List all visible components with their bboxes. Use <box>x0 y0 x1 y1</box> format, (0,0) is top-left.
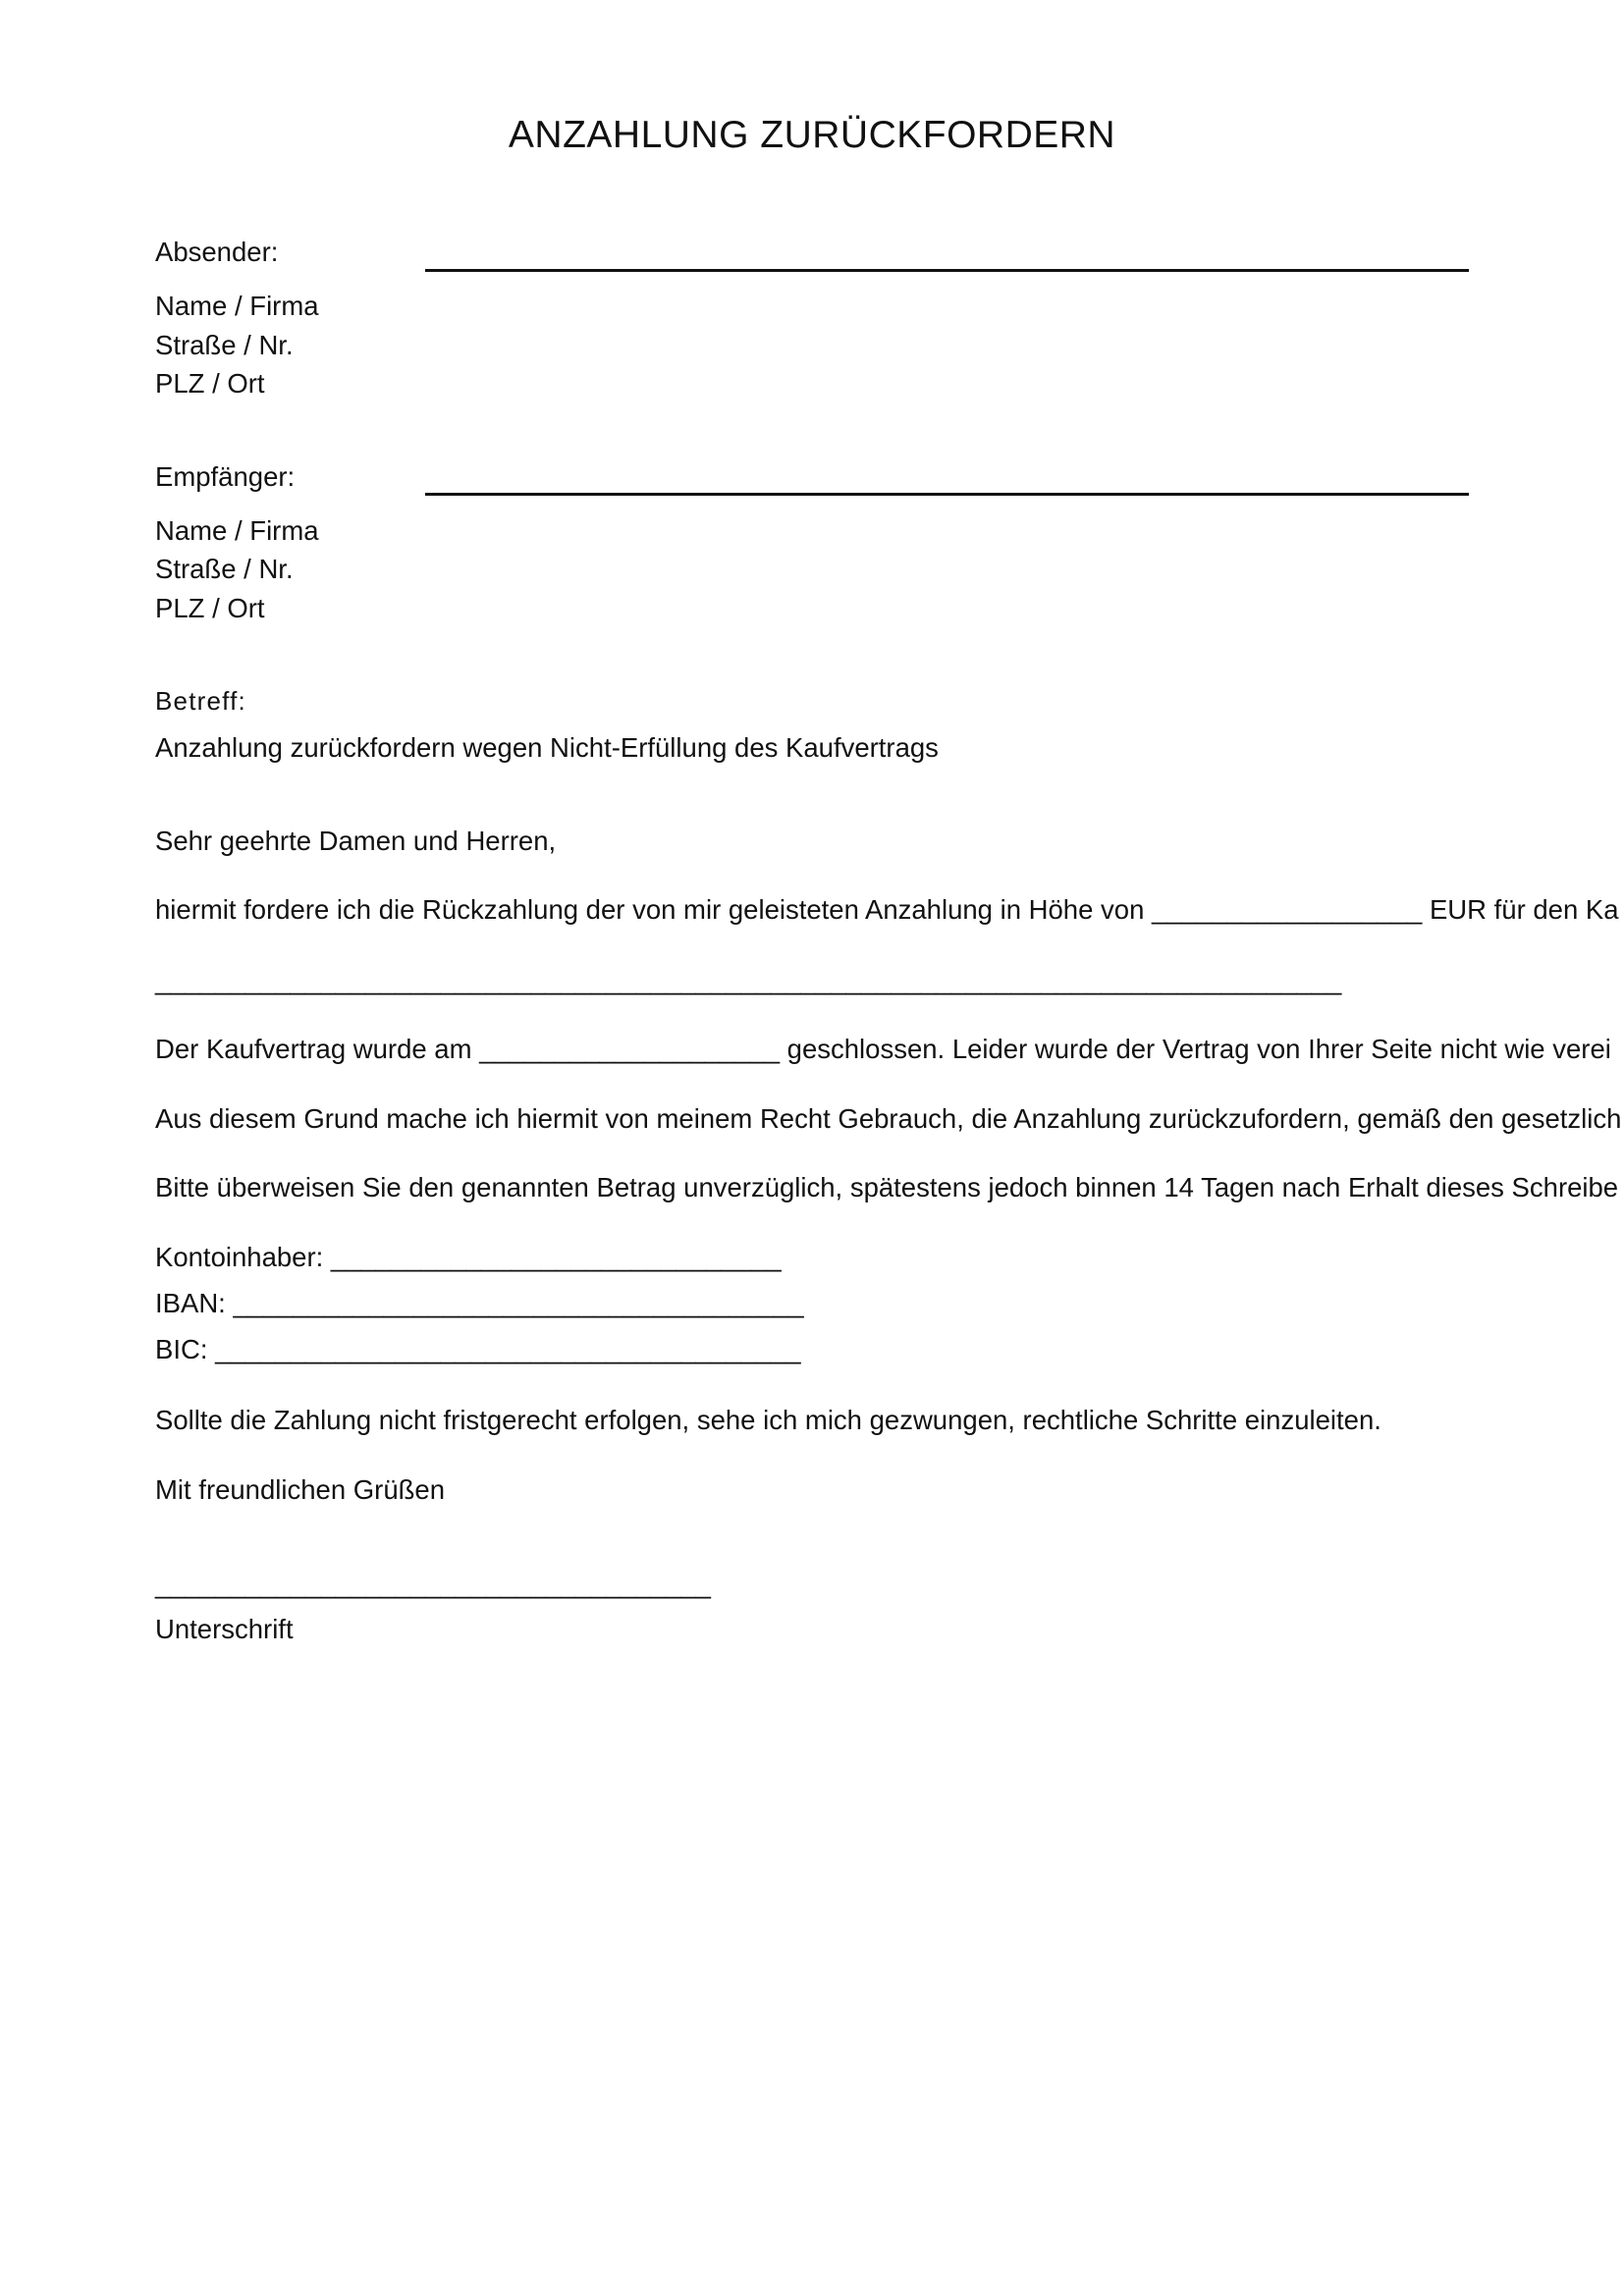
recipient-name-label: Name / Firma <box>155 515 319 546</box>
blank-fill-line: _______________________________________________________________________________ <box>155 965 1342 995</box>
paragraph-payment-deadline: Bitte überweisen Sie den genannten Betrag unverzüglich, spätestens jedoch binnen 14 Tagen nach Erhalt dieses Schreibe <box>155 1172 1619 1202</box>
sender-city-label: PLZ / Ort <box>155 368 265 399</box>
signature-line: _____________________________________ <box>155 1569 711 1599</box>
sender-street-label: Straße / Nr. <box>155 330 294 360</box>
recipient-input-line[interactable] <box>425 493 1469 496</box>
account-holder-field: Kontoinhaber: ______________________________ <box>155 1242 782 1272</box>
paragraph-payment-request: hiermit fordere ich die Rückzahlung der von mir geleisteten Anzahlung in Höhe von __________________ EUR für den Ka <box>155 894 1619 925</box>
recipient-label: Empfänger: <box>155 461 296 492</box>
recipient-street-label: Straße / Nr. <box>155 554 294 584</box>
bic-field: BIC: _______________________________________ <box>155 1334 801 1364</box>
subject-label: Betreff: <box>155 686 246 716</box>
subject-text: Anzahlung zurückfordern wegen Nicht-Erfüllung des Kaufvertrags <box>155 732 939 763</box>
sender-name-label: Name / Firma <box>155 291 319 321</box>
salutation: Sehr geehrte Damen und Herren, <box>155 826 557 856</box>
paragraph-contract-date: Der Kaufvertrag wurde am ____________________ geschlossen. Leider wurde der Vertrag von Ihrer Seite nicht wie verei <box>155 1034 1611 1064</box>
recipient-city-label: PLZ / Ort <box>155 593 265 623</box>
signature-label: Unterschrift <box>155 1614 294 1644</box>
sender-label: Absender: <box>155 237 279 267</box>
sender-input-line[interactable] <box>425 269 1469 272</box>
closing: Mit freundlichen Grüßen <box>155 1474 445 1505</box>
paragraph-legal-right: Aus diesem Grund mache ich hiermit von meinem Recht Gebrauch, die Anzahlung zurückzufordern, gemäß den gesetzlich <box>155 1103 1622 1134</box>
iban-field: IBAN: ______________________________________ <box>155 1288 804 1318</box>
paragraph-legal-steps: Sollte die Zahlung nicht fristgerecht erfolgen, sehe ich mich gezwungen, rechtliche Schritte einzuleiten. <box>155 1405 1381 1435</box>
document-title: ANZAHLUNG ZURÜCKFORDERN <box>508 114 1116 156</box>
